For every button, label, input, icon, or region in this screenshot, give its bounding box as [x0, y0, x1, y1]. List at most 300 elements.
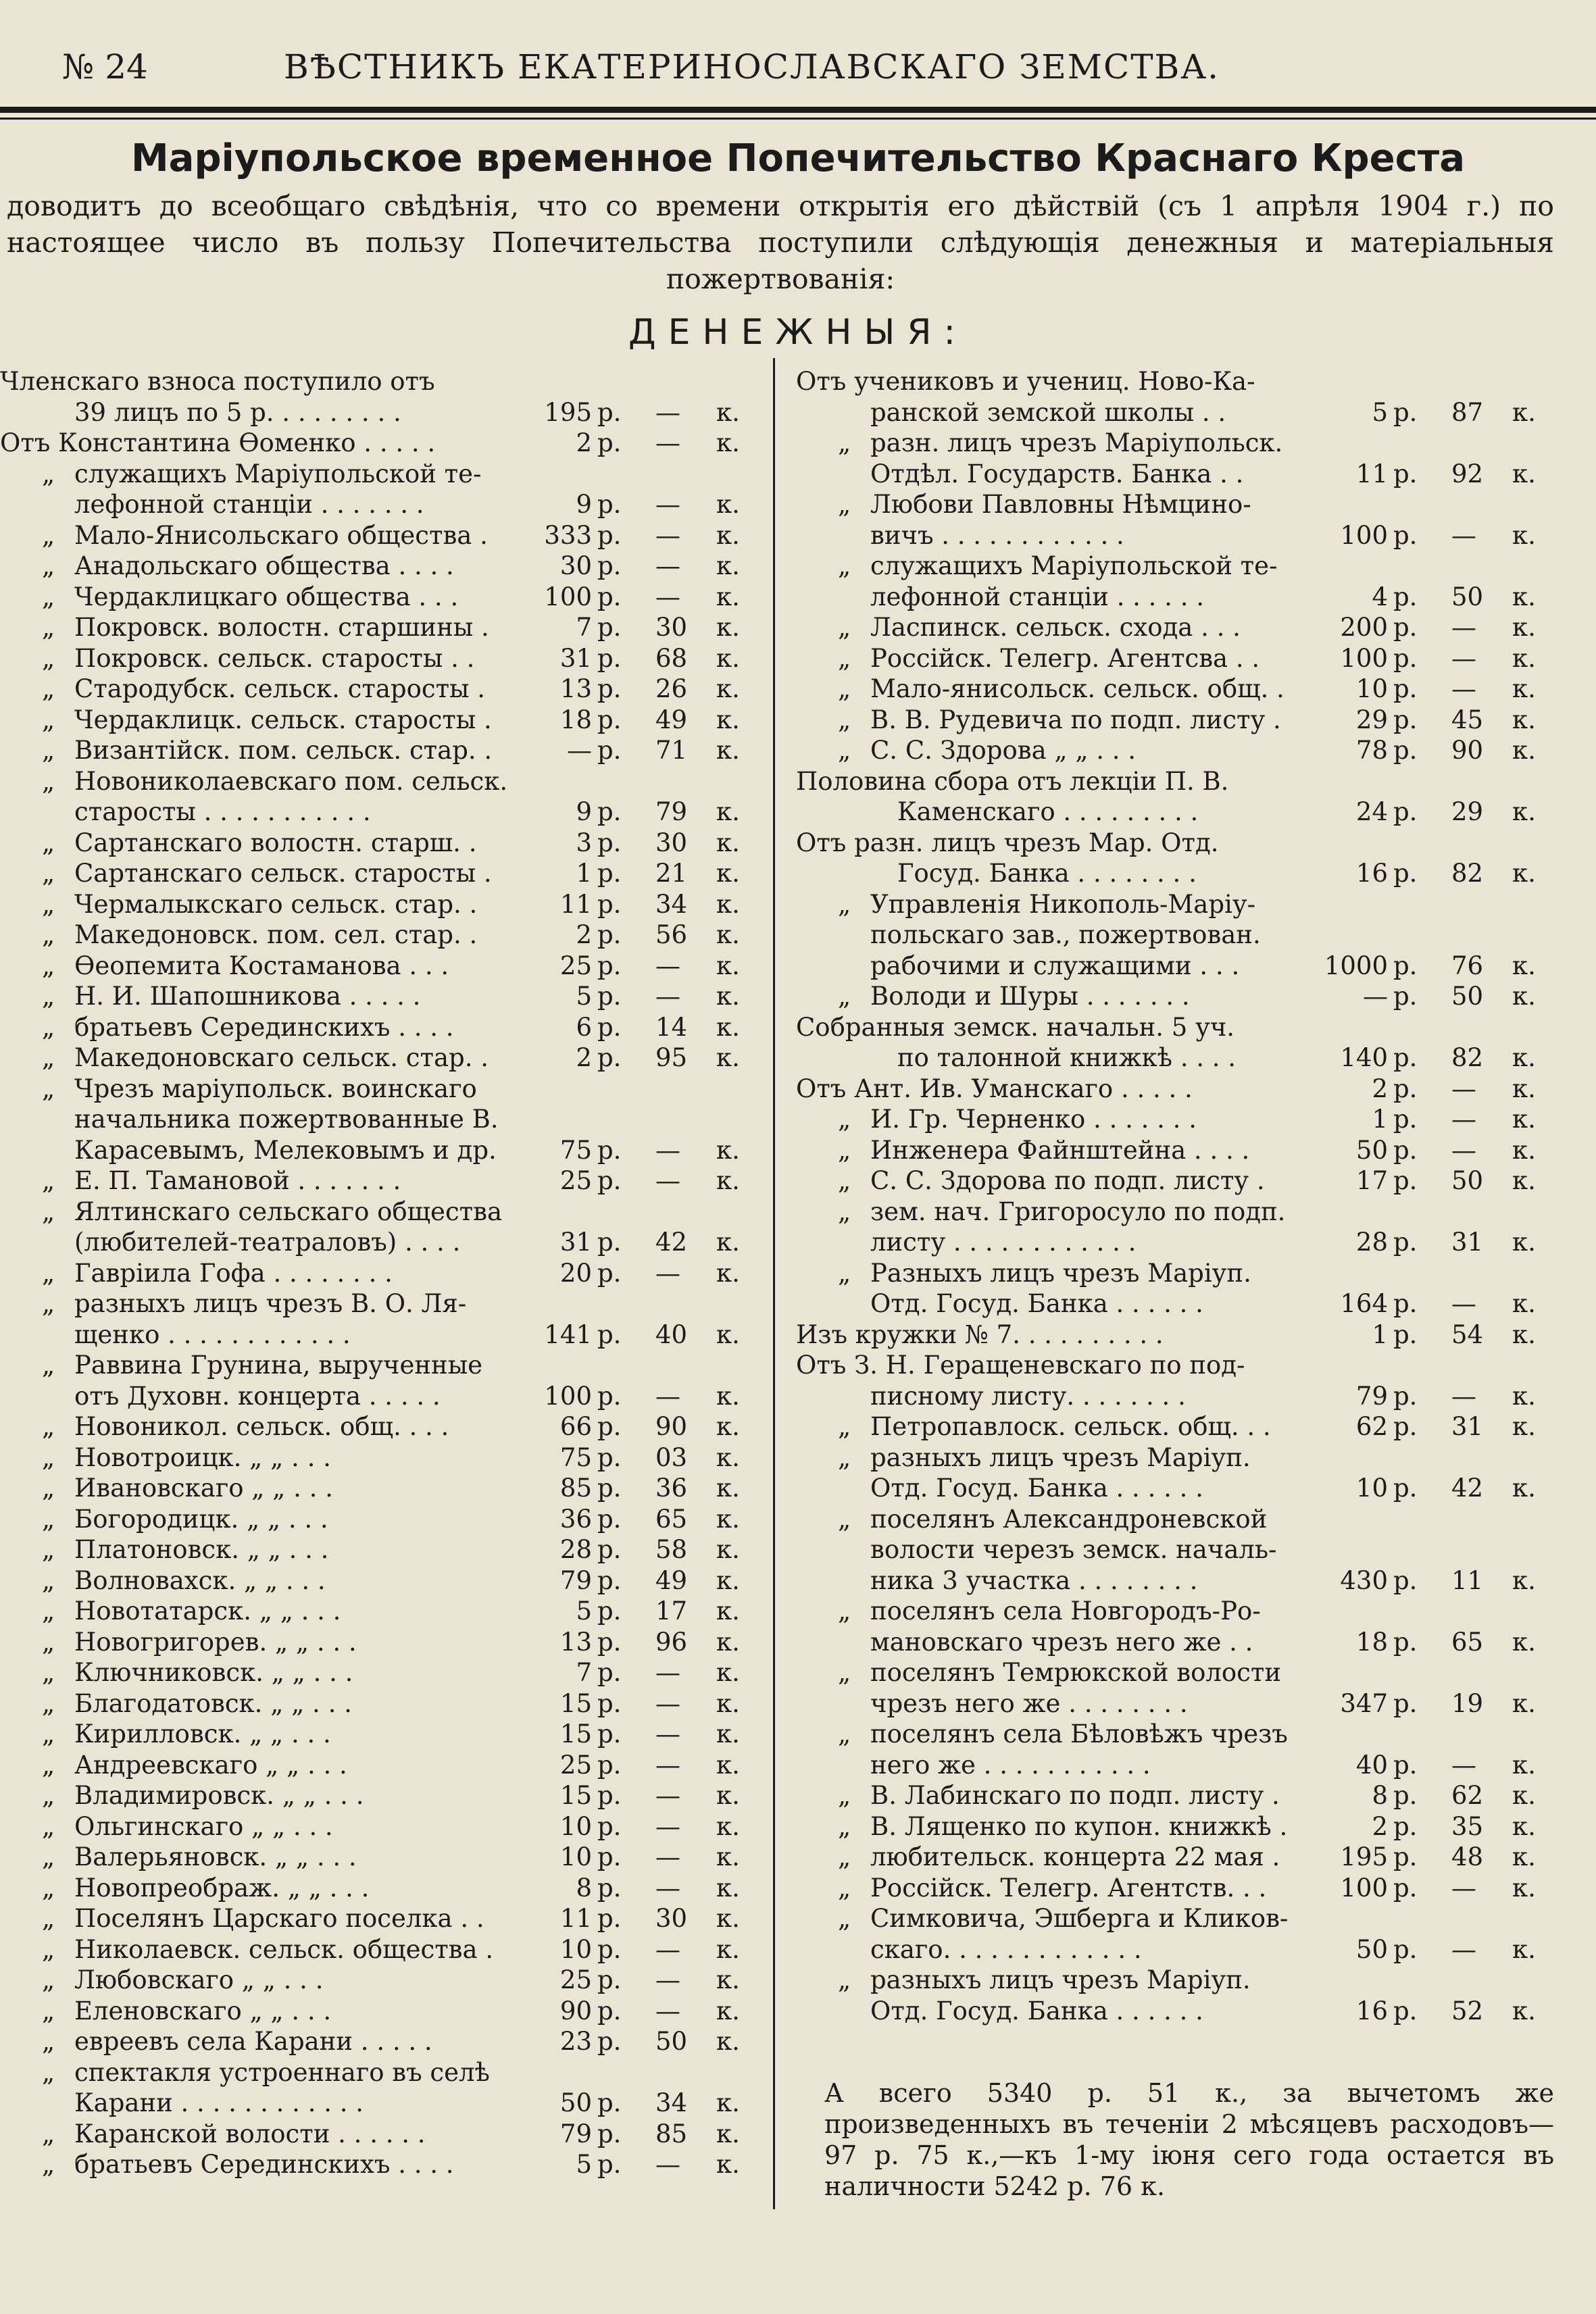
donation-text: Николаевск. сельск. общества . — [74, 1934, 494, 1964]
ditto-mark: „ — [42, 1719, 55, 1749]
ditto-mark: „ — [42, 1565, 55, 1595]
donation-text: Ласпинск. сельск. схода . . . — [870, 613, 1241, 642]
ditto-mark: „ — [838, 674, 851, 703]
donation-row — [796, 1873, 1547, 1904]
ditto-mark: „ — [42, 1535, 55, 1564]
donation-row — [0, 1012, 751, 1043]
donation-text: лефонной станціи . . . . . . . — [74, 490, 424, 519]
kopecks-unit: к. — [716, 2027, 740, 2056]
donation-text: старосты . . . . . . . . . . . — [74, 797, 371, 826]
ditto-mark: „ — [42, 1351, 55, 1380]
donation-row — [0, 1135, 751, 1166]
kopecks-unit: к. — [716, 797, 740, 826]
donation-row — [796, 1842, 1547, 1873]
donation-row — [0, 828, 751, 859]
donation-text: волости черезъ земск. началь- — [870, 1535, 1277, 1564]
kopecks-unit: к. — [716, 1688, 740, 1718]
kopecks-unit: к. — [1512, 982, 1536, 1011]
kopecks-value: 76 — [1451, 951, 1484, 980]
ditto-mark: „ — [42, 1197, 55, 1226]
kopecks-value: 49 — [655, 705, 688, 734]
donation-row — [0, 2149, 751, 2180]
rubles-unit: р. — [1393, 982, 1418, 1011]
kopecks-unit: к. — [716, 1658, 740, 1687]
kopecks-value: 85 — [655, 2119, 688, 2148]
donations-column-right — [796, 366, 1547, 2026]
donation-row — [0, 920, 751, 951]
kopecks-unit: к. — [716, 551, 740, 580]
kopecks-value: — — [655, 1842, 680, 1871]
donation-row — [796, 1965, 1547, 1996]
kopecks-value: — — [655, 1381, 680, 1411]
donation-row — [796, 1719, 1547, 1750]
ditto-mark: „ — [838, 736, 851, 765]
rubles-unit: р. — [1393, 1474, 1418, 1503]
donation-row — [796, 735, 1547, 766]
ditto-mark: „ — [42, 766, 55, 796]
donation-text: поселянъ Темрюкской волости — [870, 1658, 1282, 1687]
ditto-mark: „ — [42, 1781, 55, 1810]
donation-row — [796, 889, 1547, 920]
donation-row — [796, 520, 1547, 551]
donation-text: отъ Духовн. концерта . . . . . — [74, 1381, 441, 1411]
ditto-mark: „ — [42, 551, 55, 580]
donation-text: Мало-янисольск. сельск. общ. . — [870, 674, 1285, 703]
rubles-value: 430 — [1340, 1565, 1388, 1595]
donation-text: зем. нач. Григоросуло по подп. — [870, 1197, 1286, 1226]
donation-row — [796, 1473, 1547, 1504]
issue-number: № 24 — [62, 47, 148, 86]
donation-text: Членскаго взноса поступило отъ — [0, 367, 435, 396]
kopecks-unit: к. — [716, 582, 740, 611]
rubles-value: 15 — [559, 1781, 592, 1810]
rubles-unit: р. — [597, 1135, 622, 1165]
donation-row — [796, 1442, 1547, 1474]
rubles-value: 50 — [559, 2088, 592, 2117]
rubles-unit: р. — [597, 1842, 622, 1871]
ditto-mark: „ — [42, 1627, 55, 1657]
donation-text: Сартанскаго волостн. старш. . — [74, 828, 477, 857]
kopecks-unit: к. — [716, 889, 740, 919]
donation-text: Е. П. Тамановой . . . . . . . — [74, 1166, 401, 1195]
donation-text: Отд. Госуд. Банка . . . . . . — [870, 1996, 1203, 2026]
donation-row — [0, 1258, 751, 1289]
donation-text: поселянъ села Новгородъ-Ро- — [870, 1596, 1261, 1626]
donation-text: писному листу. . . . . . . . — [870, 1381, 1186, 1411]
rubles-value: 79 — [559, 1565, 592, 1595]
rubles-value: 195 — [544, 397, 592, 427]
donation-row — [796, 1811, 1547, 1842]
rubles-unit: р. — [597, 1811, 622, 1841]
kopecks-value: — — [1451, 674, 1476, 703]
rubles-value: 347 — [1340, 1688, 1388, 1718]
ditto-mark: „ — [42, 1474, 55, 1503]
donation-row — [0, 1319, 751, 1351]
rubles-unit: р. — [597, 428, 622, 457]
rubles-value: 29 — [1355, 705, 1388, 734]
kopecks-value: — — [655, 951, 680, 980]
rubles-value: 140 — [1340, 1043, 1388, 1072]
kopecks-unit: к. — [1512, 1412, 1536, 1441]
ditto-mark: „ — [838, 1105, 851, 1134]
rubles-unit: р. — [597, 1381, 622, 1411]
rubles-value: 62 — [1355, 1412, 1388, 1441]
kopecks-unit: к. — [716, 1934, 740, 1964]
donation-text: Чердаклицкаго общества . . . — [74, 582, 459, 611]
donation-text: Володи и Шуры . . . . . . . — [870, 982, 1190, 1011]
ditto-mark: „ — [838, 705, 851, 734]
kopecks-unit: к. — [1512, 1381, 1536, 1411]
donation-row — [796, 551, 1547, 582]
donation-text: мановскаго чрезъ него же . . — [870, 1627, 1253, 1657]
kopecks-value: — — [655, 1658, 680, 1687]
kopecks-unit: к. — [1512, 1289, 1536, 1318]
rubles-value: 5 — [576, 982, 592, 1011]
rubles-value: 1000 — [1324, 951, 1388, 980]
donation-row — [796, 858, 1547, 889]
donation-text: Россійск. Телегр. Агентсва . . — [870, 643, 1260, 673]
donation-row — [796, 489, 1547, 520]
rubles-unit: р. — [597, 1228, 622, 1257]
rubles-value: 9 — [576, 490, 592, 519]
donation-text: польскаго зав., пожертвован. — [870, 920, 1261, 949]
ditto-mark: „ — [838, 1873, 851, 1903]
rubles-value: 4 — [1372, 582, 1388, 611]
donation-text: Ялтинскаго сельскаго общества — [74, 1197, 503, 1226]
rubles-unit: р. — [1393, 1105, 1418, 1134]
donation-text: Новогригорев. „ „ . . . — [74, 1627, 357, 1657]
donation-row — [0, 1411, 751, 1442]
ditto-mark: „ — [838, 1781, 851, 1810]
rubles-value: 36 — [559, 1504, 592, 1534]
donation-text: Изъ кружки № 7. . . . . . . . . . — [796, 1319, 1164, 1349]
rubles-unit: р. — [1393, 1074, 1418, 1103]
donation-text: Инженера Файнштейна . . . . — [870, 1135, 1250, 1165]
donation-row — [0, 1288, 751, 1319]
ditto-mark: „ — [838, 889, 851, 919]
ditto-mark: „ — [838, 613, 851, 642]
donation-row — [0, 1688, 751, 1719]
rubles-value: 5 — [1372, 397, 1388, 427]
ditto-mark: „ — [838, 1842, 851, 1871]
kopecks-value: — — [1451, 613, 1476, 642]
donation-row — [0, 2088, 751, 2119]
donation-row — [0, 1596, 751, 1627]
rubles-unit: р. — [597, 982, 622, 1011]
section-heading: ДЕНЕЖНЫЯ: — [628, 312, 968, 353]
kopecks-value: — — [655, 582, 680, 611]
kopecks-value: 49 — [655, 1565, 688, 1595]
rubles-unit: р. — [597, 1719, 622, 1749]
donation-row — [0, 520, 751, 551]
rubles-value: 8 — [576, 1873, 592, 1903]
kopecks-unit: к. — [716, 1904, 740, 1933]
donation-text: Отдѣл. Государств. Банка . . — [870, 459, 1244, 488]
ditto-mark: „ — [42, 1658, 55, 1687]
kopecks-unit: к. — [716, 1873, 740, 1903]
donation-row — [796, 1197, 1547, 1228]
rubles-unit: р. — [597, 2119, 622, 2148]
donation-text: Андреевскаго „ „ . . . — [74, 1750, 347, 1780]
donation-row — [796, 1750, 1547, 1781]
ditto-mark: „ — [42, 982, 55, 1011]
rubles-unit: р. — [1393, 397, 1418, 427]
kopecks-value: — — [655, 2150, 680, 2179]
donation-text: ранской земской школы . . — [870, 397, 1226, 427]
donation-row — [0, 1811, 751, 1842]
rubles-unit: р. — [597, 1934, 622, 1964]
donation-row — [0, 735, 751, 766]
kopecks-value: — — [655, 1811, 680, 1841]
rubles-value: 11 — [559, 889, 592, 919]
ditto-mark: „ — [838, 982, 851, 1011]
rubles-value: 24 — [1355, 797, 1388, 826]
rubles-value: 9 — [576, 797, 592, 826]
kopecks-unit: к. — [716, 1442, 740, 1472]
rubles-unit: р. — [1393, 643, 1418, 673]
kopecks-value: 48 — [1451, 1842, 1484, 1871]
rubles-value: — — [1363, 982, 1388, 1011]
kopecks-unit: к. — [1512, 1319, 1536, 1349]
donation-text: Половина сбора отъ лекціи П. В. — [796, 766, 1229, 796]
kopecks-value: — — [1451, 1873, 1476, 1903]
kopecks-unit: к. — [716, 2119, 740, 2148]
kopecks-value: 79 — [655, 797, 688, 826]
rubles-unit: р. — [1393, 1565, 1418, 1595]
kopecks-value: 90 — [1451, 736, 1484, 765]
ditto-mark: „ — [42, 1750, 55, 1780]
header-rule-thin — [0, 118, 1596, 120]
kopecks-unit: к. — [716, 2088, 740, 2117]
rubles-unit: р. — [597, 1258, 622, 1288]
donation-text: разныхъ лицъ чрезъ Маріуп. — [870, 1965, 1251, 1994]
rubles-value: 13 — [559, 1627, 592, 1657]
donation-row — [0, 797, 751, 828]
donation-row — [0, 1750, 751, 1781]
donation-text: Чермалыкскаго сельск. стар. . — [74, 889, 478, 919]
donation-text: по талонной книжкѣ . . . . — [897, 1043, 1237, 1072]
kopecks-value: 62 — [1451, 1781, 1484, 1810]
donation-text: ника 3 участка . . . . . . . . — [870, 1565, 1198, 1595]
rubles-value: 2 — [576, 920, 592, 949]
kopecks-unit: к. — [1512, 1135, 1536, 1165]
ditto-mark: „ — [838, 1658, 851, 1687]
donation-text: Каменскаго . . . . . . . . . — [897, 797, 1199, 826]
kopecks-value: 42 — [1451, 1474, 1484, 1503]
donation-row — [0, 705, 751, 736]
donation-text: разныхъ лицъ чрезъ В. О. Ля- — [74, 1289, 467, 1318]
donation-row — [0, 1074, 751, 1105]
rubles-unit: р. — [597, 1750, 622, 1780]
donation-text: Новоникол. сельск. общ. . . . — [74, 1412, 449, 1441]
kopecks-unit: к. — [716, 1381, 740, 1411]
donation-text: Отъ учениковъ и учениц. Ново-Ка- — [796, 367, 1255, 396]
kopecks-value: 36 — [655, 1474, 688, 1503]
ditto-mark: „ — [838, 1719, 851, 1749]
donation-text: него же . . . . . . . . . . . — [870, 1750, 1151, 1780]
kopecks-value: — — [1451, 1934, 1476, 1964]
rubles-value: 10 — [559, 1842, 592, 1871]
kopecks-unit: к. — [716, 1504, 740, 1534]
rubles-unit: р. — [1393, 582, 1418, 611]
donation-text: братьевъ Серединскихъ . . . . — [74, 2150, 454, 2179]
rubles-value: 100 — [544, 582, 592, 611]
donation-row — [796, 1596, 1547, 1627]
donation-text: Македоновск. пом. сел. стар. . — [74, 920, 478, 949]
ditto-mark: „ — [42, 1012, 55, 1042]
kopecks-unit: к. — [716, 1166, 740, 1195]
donation-text: начальника пожертвованные В. — [74, 1105, 499, 1134]
rubles-unit: р. — [1393, 1289, 1418, 1318]
rubles-unit: р. — [1393, 1873, 1418, 1903]
donation-row — [796, 1135, 1547, 1166]
donation-row — [0, 1350, 751, 1381]
kopecks-unit: к. — [1512, 1873, 1536, 1903]
donation-text: лефонной станціи . . . . . . — [870, 582, 1204, 611]
rubles-value: 100 — [1340, 1873, 1388, 1903]
kopecks-unit: к. — [716, 705, 740, 734]
rubles-unit: р. — [597, 613, 622, 642]
donation-row — [0, 1627, 751, 1658]
donation-text: спектакля устроеннаго въ селѣ — [74, 2057, 490, 2087]
donation-row — [796, 366, 1547, 397]
ditto-mark: „ — [42, 951, 55, 980]
rubles-unit: р. — [1393, 705, 1418, 734]
donation-row — [796, 981, 1547, 1012]
kopecks-value: 95 — [655, 1043, 688, 1072]
kopecks-unit: к. — [1512, 1996, 1536, 2026]
donation-row — [0, 582, 751, 613]
donation-text: поселянъ Александроневской — [870, 1504, 1268, 1534]
ditto-mark: „ — [42, 1412, 55, 1441]
kopecks-value: 50 — [1451, 982, 1484, 1011]
donation-text: Владимировск. „ „ . . . — [74, 1781, 364, 1810]
kopecks-unit: к. — [716, 1627, 740, 1657]
rubles-value: 10 — [559, 1811, 592, 1841]
ditto-mark: „ — [838, 428, 851, 457]
kopecks-unit: к. — [716, 982, 740, 1011]
donation-row — [0, 366, 751, 397]
ditto-mark: „ — [42, 613, 55, 642]
kopecks-value: 30 — [655, 613, 688, 642]
donation-text: В. Лабинскаго по подп. листу . — [870, 1781, 1280, 1810]
kopecks-unit: к. — [1512, 1105, 1536, 1134]
ditto-mark: „ — [42, 1258, 55, 1288]
rubles-unit: р. — [1393, 736, 1418, 765]
donation-row — [0, 1104, 751, 1135]
donation-row — [0, 1197, 751, 1228]
rubles-value: 18 — [1355, 1627, 1388, 1657]
kopecks-value: — — [655, 1750, 680, 1780]
donation-text: Любови Павловны Нѣмцино- — [870, 490, 1251, 519]
donation-text: чрезъ него же . . . . . . . . — [870, 1688, 1188, 1718]
donation-text: Гавріила Гофа . . . . . . . . — [74, 1258, 393, 1288]
rubles-value: 2 — [576, 1043, 592, 1072]
rubles-value: 2 — [576, 428, 592, 457]
kopecks-value: — — [655, 1965, 680, 1994]
rubles-unit: р. — [597, 551, 622, 580]
donation-text: В. В. Рудевича по подп. листу . — [870, 705, 1281, 734]
donation-row — [0, 1657, 751, 1688]
kopecks-value: — — [1451, 1750, 1476, 1780]
donation-row — [796, 1288, 1547, 1319]
kopecks-value: 50 — [1451, 1166, 1484, 1195]
rubles-value: 7 — [576, 613, 592, 642]
ditto-mark: „ — [42, 2150, 55, 2179]
kopecks-value: 71 — [655, 736, 688, 765]
rubles-value: 6 — [576, 1012, 592, 1042]
donation-row — [0, 1934, 751, 1965]
ditto-mark: „ — [42, 459, 55, 488]
rubles-value: 78 — [1355, 736, 1388, 765]
rubles-value: 85 — [559, 1474, 592, 1503]
kopecks-unit: к. — [716, 1012, 740, 1042]
donation-row — [796, 1504, 1547, 1535]
donation-text: Карани . . . . . . . . . . . . — [74, 2088, 364, 2117]
donation-text: Ѳеопемита Костаманова . . . — [74, 951, 449, 980]
kopecks-unit: к. — [716, 920, 740, 949]
kopecks-unit: к. — [716, 1996, 740, 2026]
donation-row — [0, 2057, 751, 2088]
ditto-mark: „ — [42, 1965, 55, 1994]
donation-text: служащихъ Маріупольской те- — [870, 551, 1278, 580]
kopecks-value: 30 — [655, 1904, 688, 1933]
rubles-unit: р. — [597, 920, 622, 949]
kopecks-value: — — [655, 1996, 680, 2026]
donation-text: Еленовскаго „ „ . . . — [74, 1996, 332, 2026]
rubles-unit: р. — [597, 2150, 622, 2179]
donation-text: Любовскаго „ „ . . . — [74, 1965, 324, 1994]
donation-text: Новотатарск. „ „ . . . — [74, 1596, 341, 1626]
rubles-unit: р. — [1393, 951, 1418, 980]
rubles-unit: р. — [597, 1996, 622, 2026]
rubles-value: 75 — [559, 1442, 592, 1472]
donation-text: Волновахск. „ „ . . . — [74, 1565, 326, 1595]
kopecks-unit: к. — [716, 520, 740, 550]
donation-row — [0, 1227, 751, 1258]
donation-row — [796, 1688, 1547, 1719]
donation-text: И. Гр. Черненко . . . . . . . — [870, 1105, 1197, 1134]
donation-text: Македоновскаго сельск. стар. . — [74, 1043, 489, 1072]
donation-row — [796, 828, 1547, 859]
donation-row — [796, 1780, 1547, 1811]
donation-row — [0, 1842, 751, 1873]
kopecks-unit: к. — [716, 1965, 740, 1994]
donation-text: Покровск. волостн. старшины . — [74, 613, 489, 642]
donation-text: рабочими и служащими . . . — [870, 951, 1240, 980]
kopecks-unit: к. — [716, 2150, 740, 2179]
donation-text: Госуд. Банка . . . . . . . . — [897, 859, 1197, 888]
donation-text: Управленія Никополь-Маріу- — [870, 889, 1256, 919]
rubles-value: 1 — [1372, 1105, 1388, 1134]
kopecks-value: 65 — [655, 1504, 688, 1534]
ditto-mark: „ — [42, 2057, 55, 2087]
donation-row — [796, 951, 1547, 982]
rubles-unit: р. — [597, 1781, 622, 1810]
donation-row — [0, 951, 751, 982]
donation-row — [796, 705, 1547, 736]
rubles-unit: р. — [597, 1412, 622, 1441]
kopecks-value: — — [655, 397, 680, 427]
donation-row — [796, 1411, 1547, 1442]
donation-row — [796, 920, 1547, 951]
donation-row — [0, 1534, 751, 1565]
rubles-unit: р. — [597, 1688, 622, 1718]
rubles-value: 28 — [1355, 1228, 1388, 1257]
kopecks-unit: к. — [1512, 459, 1536, 488]
donation-row — [0, 1903, 751, 1934]
rubles-unit: р. — [597, 1565, 622, 1595]
